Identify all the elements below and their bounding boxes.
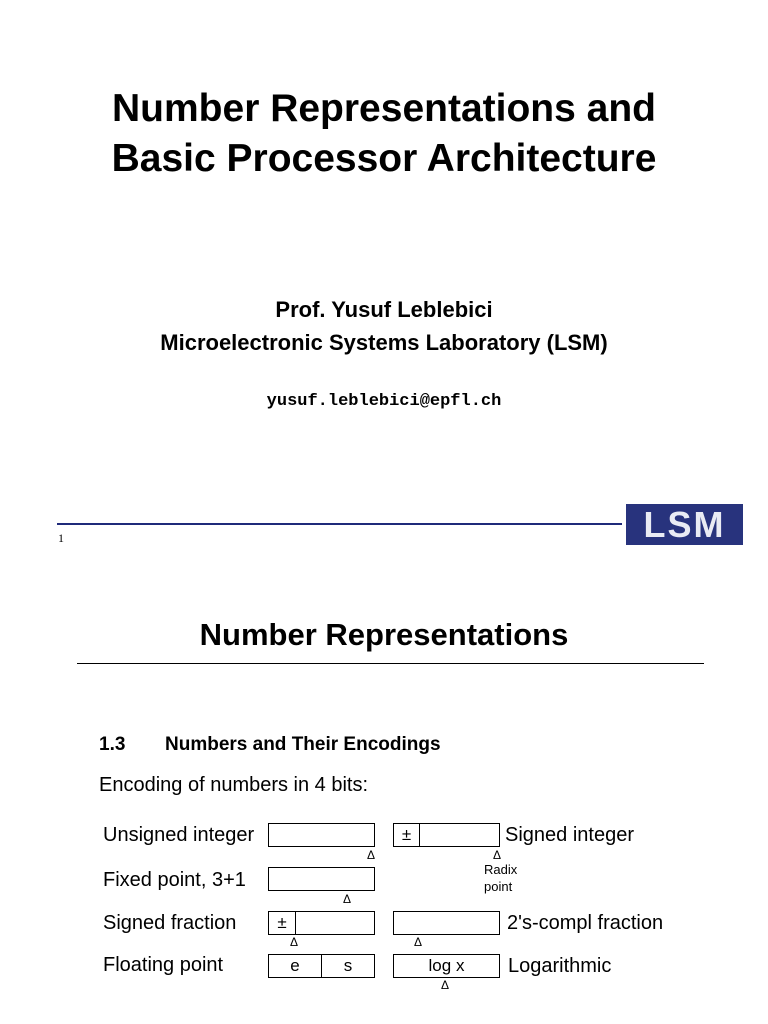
section-title: Numbers and Their Encodings	[165, 734, 441, 755]
significand-cell: s	[343, 956, 353, 975]
sign-cell: ±	[401, 825, 412, 844]
label-signed-integer: Signed integer	[505, 824, 634, 846]
exponent-cell: e	[290, 956, 300, 975]
label-floating-point: Floating point	[103, 954, 224, 976]
label-signed-fraction: Signed fraction	[103, 912, 237, 934]
radix-marker-unsigned-integer: Δ	[367, 848, 376, 862]
section-number: 1.3	[99, 734, 126, 755]
label-fixed-point: Fixed point, 3+1	[103, 869, 246, 891]
radix-marker-twos-compl-fraction: Δ	[414, 935, 423, 949]
signed-fraction-box	[268, 911, 375, 935]
logarithmic-box	[393, 954, 500, 978]
label-twos-compl-fraction: 2's-compl fraction	[507, 912, 664, 934]
title-underline	[77, 663, 704, 664]
label-unsigned-integer: Unsigned integer	[103, 824, 255, 846]
radix-marker-logarithmic: Δ	[441, 978, 450, 992]
twos-compl-fraction-box	[393, 911, 500, 935]
log-cell: log x	[428, 956, 465, 975]
signed-integer-box	[393, 823, 500, 847]
radix-marker-signed-integer: Δ	[493, 848, 502, 862]
encoding-subtitle: Encoding of numbers in 4 bits:	[99, 774, 369, 796]
cell-divider	[419, 824, 420, 846]
author-email: yusuf.leblebici@epfl.ch	[266, 392, 502, 411]
slide1-title-line1: Number Representations and	[112, 87, 656, 130]
sign-cell: ±	[277, 913, 287, 932]
slide2-title: Number Representations	[199, 617, 569, 652]
radix-marker-fixed-point: Δ	[343, 892, 352, 906]
author-name: Prof. Yusuf Leblebici	[275, 297, 493, 322]
lsm-logo: LSM	[626, 504, 743, 545]
footer-divider	[57, 523, 622, 525]
fixed-point-box	[268, 867, 375, 891]
slide1-title-line2: Basic Processor Architecture	[111, 137, 657, 180]
affiliation: Microelectronic Systems Laboratory (LSM)	[160, 330, 608, 355]
radix-point-label-line2: point	[484, 879, 513, 894]
section-heading	[99, 734, 441, 756]
radix-marker-signed-fraction: Δ	[290, 935, 299, 949]
radix-point-label-line1: Radix	[484, 862, 518, 877]
page-number: 1	[58, 531, 64, 545]
unsigned-integer-box	[268, 823, 375, 847]
cell-divider	[295, 912, 296, 934]
label-logarithmic: Logarithmic	[508, 955, 612, 977]
floating-point-box	[268, 954, 375, 978]
